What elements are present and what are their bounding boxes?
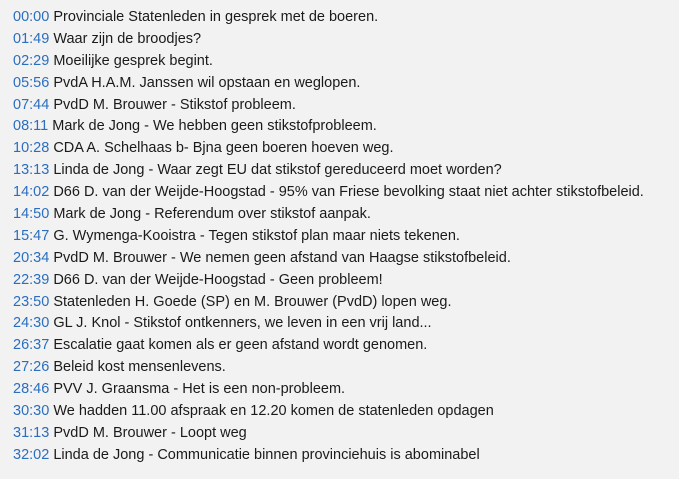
timestamp-link[interactable]: 10:28	[13, 140, 50, 157]
timestamp-link[interactable]: 13:13	[13, 162, 50, 179]
timestamp-link[interactable]: 22:39	[13, 271, 50, 288]
chapter-title: D66 D. van der Weijde-Hoogstad - Geen probleem!	[53, 271, 383, 288]
timestamp-link[interactable]: 02:29	[13, 52, 50, 69]
timestamp-link[interactable]: 32:02	[13, 446, 50, 463]
chapter-title: CDA A. Schelhaas b- Bjna geen boeren hoeven weg.	[53, 140, 394, 157]
chapter-title: Mark de Jong - We hebben geen stikstofprobleem.	[52, 118, 377, 135]
chapter-item	[13, 138, 679, 160]
chapter-title: Escalatie gaat komen als er geen afstand wordt genomen.	[53, 337, 428, 354]
timestamp-link[interactable]: 23:50	[13, 293, 50, 310]
chapter-title: Statenleden H. Goede (SP) en M. Brouwer (PvdD) lopen weg.	[53, 293, 452, 310]
chapter-title: Linda de Jong - Communicatie binnen provinciehuis is abominabel	[53, 446, 480, 463]
timestamp-link[interactable]: 07:44	[13, 96, 50, 113]
chapter-title: Moeilijke gesprek begint.	[53, 52, 213, 69]
chapter-title: PvdD M. Brouwer - Stikstof probleem.	[53, 96, 296, 113]
timestamp-link[interactable]: 14:02	[13, 184, 50, 201]
chapter-title: PVV J. Graansma - Het is een non-probleem.	[53, 381, 346, 398]
chapter-title: Linda de Jong - Waar zegt EU dat stikstof gereduceerd moet worden?	[53, 162, 502, 179]
chapter-item	[13, 292, 679, 314]
timestamp-link[interactable]: 00:00	[13, 9, 50, 25]
timestamp-link[interactable]: 24:30	[13, 315, 50, 332]
timestamp-link[interactable]: 15:47	[13, 227, 50, 244]
timestamp-link[interactable]: 01:49	[13, 30, 50, 47]
timestamp-link[interactable]: 14:50	[13, 206, 50, 223]
chapter-title: PvdA H.A.M. Janssen wil opstaan en weglopen.	[53, 74, 361, 91]
chapter-item	[13, 95, 679, 117]
chapter-item	[13, 116, 679, 138]
chapter-item	[13, 335, 679, 357]
timestamp-link[interactable]: 31:13	[13, 424, 50, 441]
chapter-item	[13, 160, 679, 182]
timestamp-link[interactable]: 26:37	[13, 337, 50, 354]
chapter-item	[13, 423, 679, 445]
chapter-title: G. Wymenga-Kooistra - Tegen stikstof plan maar niets tekenen.	[53, 227, 460, 244]
chapter-title: GL J. Knol - Stikstof ontkenners, we leven in een vrij land...	[53, 315, 432, 332]
chapter-item	[13, 7, 679, 29]
timestamp-link[interactable]: 27:26	[13, 359, 50, 376]
chapter-item	[13, 73, 679, 95]
chapter-title: Provinciale Statenleden in gesprek met de boeren.	[53, 9, 379, 25]
chapter-list	[13, 7, 679, 467]
chapter-item	[13, 226, 679, 248]
timestamp-link[interactable]: 20:34	[13, 249, 50, 266]
chapter-item	[13, 204, 679, 226]
chapter-item	[13, 401, 679, 423]
timestamp-link[interactable]: 28:46	[13, 381, 50, 398]
chapter-item	[13, 29, 679, 51]
chapter-item	[13, 357, 679, 379]
chapter-title: D66 D. van der Weijde-Hoogstad - 95% van Friese bevolking staat niet achter stikstofbeleid.	[53, 184, 644, 201]
timestamp-link[interactable]: 05:56	[13, 74, 50, 91]
chapter-title: PvdD M. Brouwer - Loopt weg	[53, 424, 247, 441]
timestamp-link[interactable]: 08:11	[13, 118, 49, 135]
chapter-title: PvdD M. Brouwer - We nemen geen afstand van Haagse stikstofbeleid.	[53, 249, 511, 266]
chapter-title: Beleid kost mensenlevens.	[53, 359, 226, 376]
chapter-item	[13, 182, 679, 204]
chapter-item	[13, 445, 679, 467]
chapter-item	[13, 313, 679, 335]
timestamp-link[interactable]: 30:30	[13, 403, 50, 420]
chapter-title: Waar zijn de broodjes?	[53, 30, 202, 47]
chapter-item	[13, 270, 679, 292]
chapter-item	[13, 379, 679, 401]
chapter-title: We hadden 11.00 afspraak en 12.20 komen de statenleden opdagen	[53, 403, 494, 420]
chapter-item	[13, 248, 679, 270]
chapter-title: Mark de Jong - Referendum over stikstof aanpak.	[53, 206, 371, 223]
chapter-item	[13, 51, 679, 73]
